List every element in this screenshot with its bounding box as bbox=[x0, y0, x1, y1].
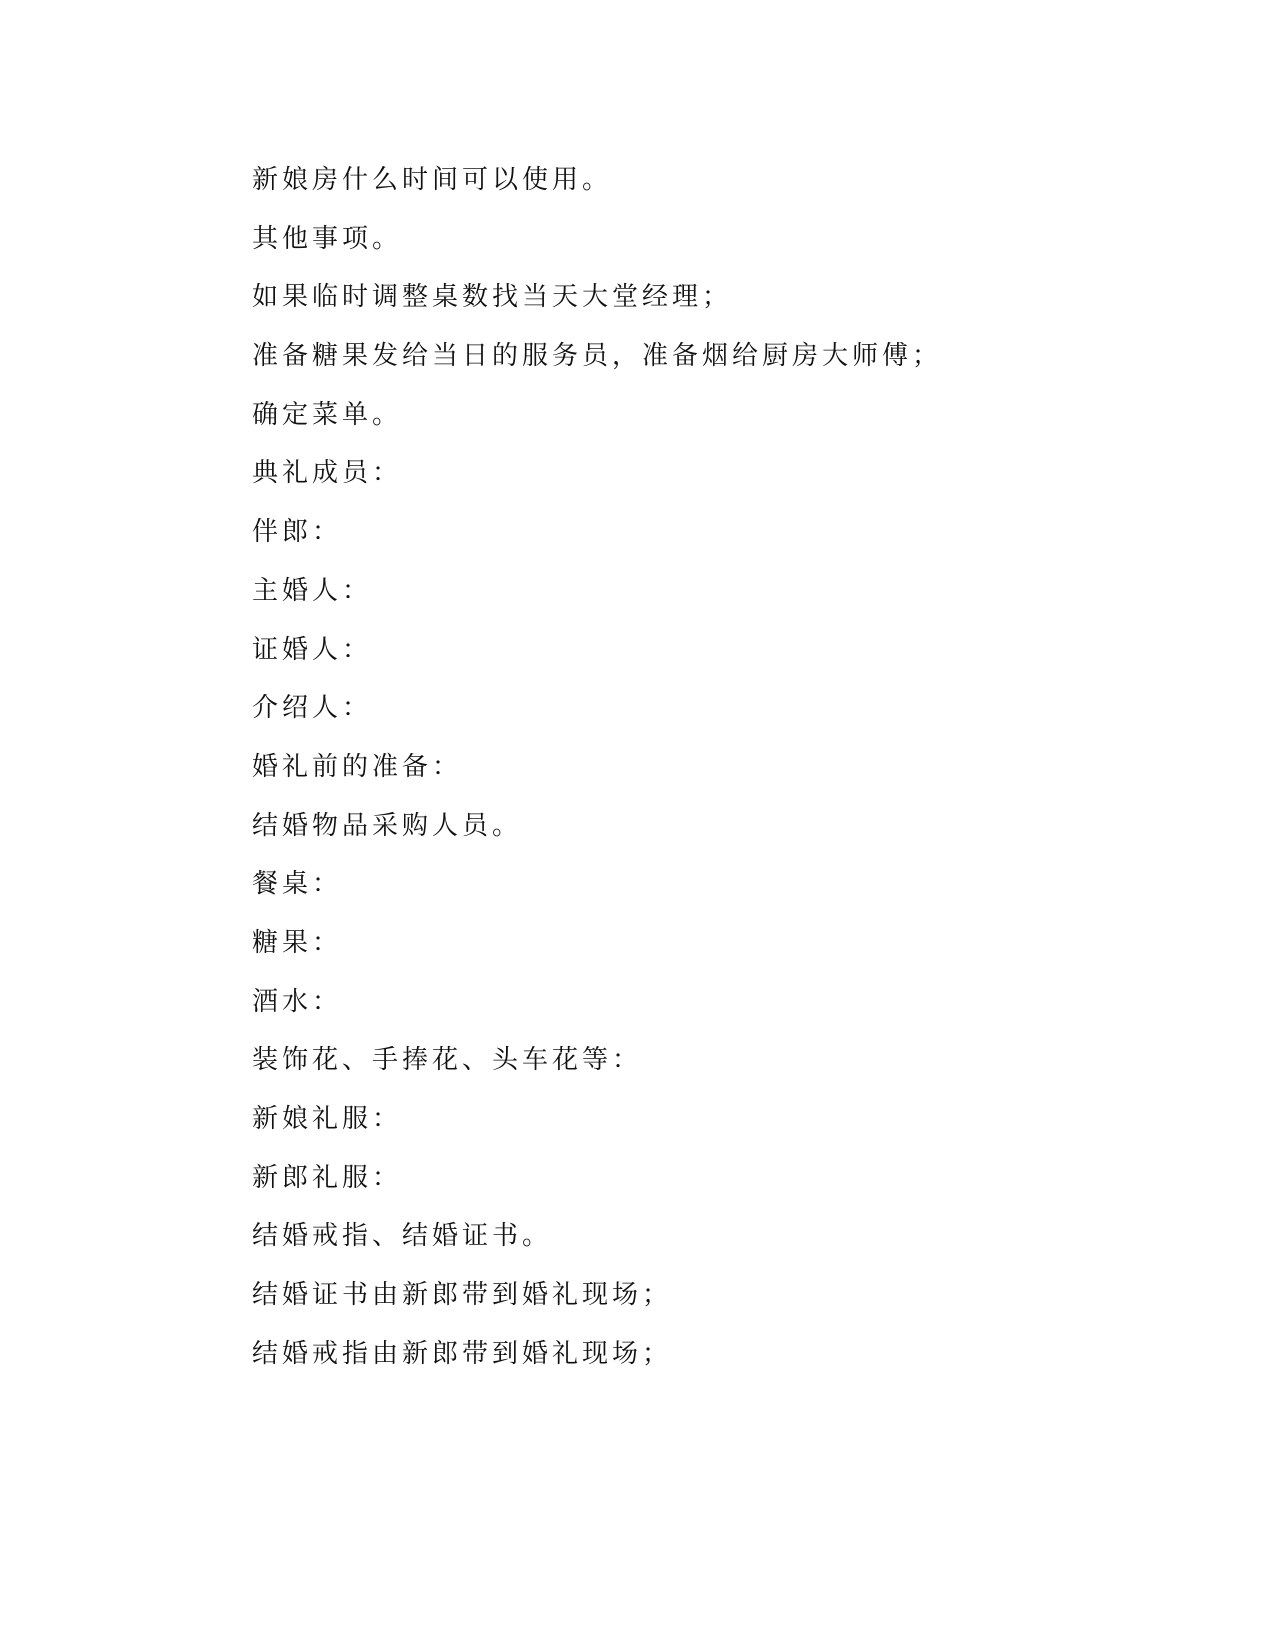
text-line: 新娘房什么时间可以使用。 bbox=[252, 165, 613, 195]
text-line: 主婚人： bbox=[252, 575, 373, 606]
text-line: 餐桌： bbox=[252, 869, 343, 900]
text-line: 糖果： bbox=[252, 927, 343, 958]
text-line: 新郎礼服： bbox=[252, 1162, 403, 1193]
text-line: 伴郎： bbox=[252, 517, 343, 548]
document-body bbox=[252, 160, 1152, 1392]
text-line: 装饰花、手捧花、头车花等： bbox=[252, 1045, 643, 1076]
text-line: 酒水： bbox=[252, 986, 343, 1017]
text-line: 证婚人： bbox=[252, 634, 373, 665]
text-line: 确定菜单。 bbox=[252, 399, 403, 430]
text-line: 如果临时调整桌数找当天大堂经理； bbox=[252, 282, 733, 313]
text-line: 其他事项。 bbox=[252, 223, 403, 254]
text-line: 结婚物品采购人员。 bbox=[252, 810, 523, 841]
text-line: 结婚戒指、结婚证书。 bbox=[252, 1221, 553, 1252]
text-line: 准备糖果发给当日的服务员，准备烟给厨房大师傅； bbox=[252, 341, 943, 372]
text-line: 介绍人： bbox=[252, 693, 373, 724]
text-line: 结婚戒指由新郎带到婚礼现场； bbox=[252, 1338, 673, 1369]
text-line: 婚礼前的准备： bbox=[252, 751, 463, 782]
text-line: 新娘礼服： bbox=[252, 1104, 403, 1134]
text-line: 结婚证书由新郎带到婚礼现场； bbox=[252, 1280, 673, 1311]
text-line: 典礼成员： bbox=[252, 458, 403, 489]
